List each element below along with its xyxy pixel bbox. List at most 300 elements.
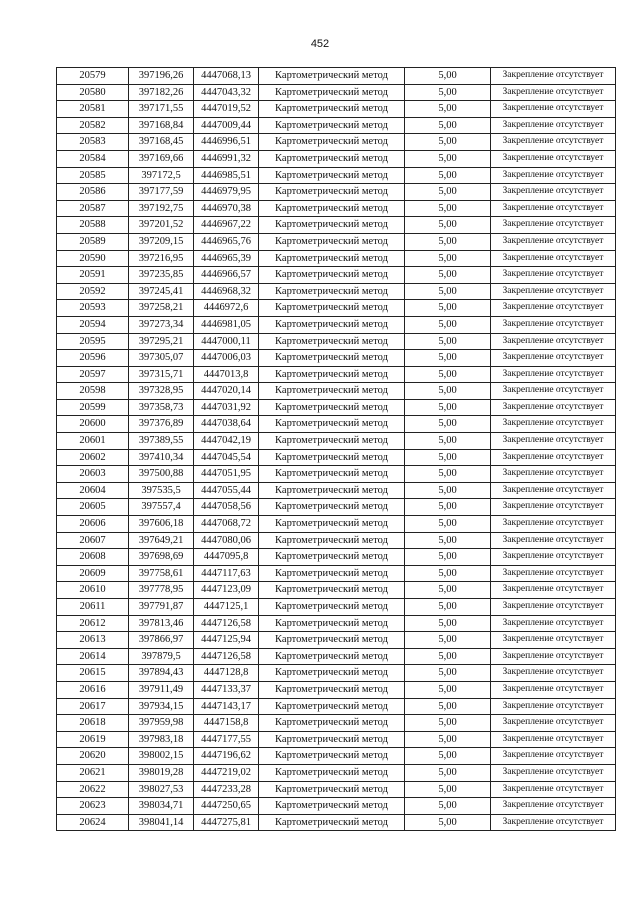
point-number-cell: 20590	[57, 250, 129, 267]
table-row	[57, 217, 616, 234]
fixation-cell: Закрепление отсутствует	[491, 200, 616, 217]
x-coordinate-cell: 397934,15	[129, 698, 194, 715]
y-coordinate-cell: 4447043,32	[194, 84, 259, 101]
point-number-cell: 20596	[57, 350, 129, 367]
table-row	[57, 698, 616, 715]
y-coordinate-cell: 4446981,05	[194, 316, 259, 333]
y-coordinate-cell: 4446965,39	[194, 250, 259, 267]
point-number-cell: 20597	[57, 366, 129, 383]
x-coordinate-cell: 397172,5	[129, 167, 194, 184]
table-row	[57, 599, 616, 616]
method-cell: Картометрический метод	[259, 416, 405, 433]
x-coordinate-cell: 397758,61	[129, 565, 194, 582]
y-coordinate-cell: 4447080,06	[194, 532, 259, 549]
method-cell: Картометрический метод	[259, 615, 405, 632]
point-number-cell: 20619	[57, 731, 129, 748]
method-cell: Картометрический метод	[259, 565, 405, 582]
table-row	[57, 366, 616, 383]
fixation-cell: Закрепление отсутствует	[491, 333, 616, 350]
point-number-cell: 20604	[57, 482, 129, 499]
y-coordinate-cell: 4447177,55	[194, 731, 259, 748]
y-coordinate-cell: 4446991,32	[194, 150, 259, 167]
table-row	[57, 68, 616, 85]
accuracy-cell: 5,00	[405, 84, 491, 101]
accuracy-cell: 5,00	[405, 681, 491, 698]
fixation-cell: Закрепление отсутствует	[491, 134, 616, 151]
fixation-cell: Закрепление отсутствует	[491, 101, 616, 118]
x-coordinate-cell: 397778,95	[129, 582, 194, 599]
accuracy-cell: 5,00	[405, 68, 491, 85]
accuracy-cell: 5,00	[405, 267, 491, 284]
method-cell: Картометрический метод	[259, 665, 405, 682]
point-number-cell: 20608	[57, 549, 129, 566]
fixation-cell: Закрепление отсутствует	[491, 532, 616, 549]
table-row	[57, 681, 616, 698]
y-coordinate-cell: 4447095,8	[194, 549, 259, 566]
fixation-cell: Закрепление отсутствует	[491, 648, 616, 665]
table-row	[57, 250, 616, 267]
point-number-cell: 20586	[57, 184, 129, 201]
method-cell: Картометрический метод	[259, 748, 405, 765]
fixation-cell: Закрепление отсутствует	[491, 184, 616, 201]
x-coordinate-cell: 397315,71	[129, 366, 194, 383]
x-coordinate-cell: 398019,28	[129, 764, 194, 781]
accuracy-cell: 5,00	[405, 283, 491, 300]
accuracy-cell: 5,00	[405, 316, 491, 333]
fixation-cell: Закрепление отсутствует	[491, 632, 616, 649]
method-cell: Картометрический метод	[259, 433, 405, 450]
fixation-cell: Закрепление отсутствует	[491, 217, 616, 234]
y-coordinate-cell: 4447158,8	[194, 715, 259, 732]
point-number-cell: 20606	[57, 516, 129, 533]
fixation-cell: Закрепление отсутствует	[491, 68, 616, 85]
accuracy-cell: 5,00	[405, 532, 491, 549]
fixation-cell: Закрепление отсутствует	[491, 516, 616, 533]
x-coordinate-cell: 397791,87	[129, 599, 194, 616]
y-coordinate-cell: 4447068,13	[194, 68, 259, 85]
point-number-cell: 20584	[57, 150, 129, 167]
point-number-cell: 20603	[57, 466, 129, 483]
point-number-cell: 20605	[57, 499, 129, 516]
method-cell: Картометрический метод	[259, 134, 405, 151]
table-row	[57, 731, 616, 748]
method-cell: Картометрический метод	[259, 516, 405, 533]
point-number-cell: 20618	[57, 715, 129, 732]
fixation-cell: Закрепление отсутствует	[491, 482, 616, 499]
table-row	[57, 316, 616, 333]
fixation-cell: Закрепление отсутствует	[491, 814, 616, 831]
table-row	[57, 84, 616, 101]
x-coordinate-cell: 397813,46	[129, 615, 194, 632]
fixation-cell: Закрепление отсутствует	[491, 681, 616, 698]
x-coordinate-cell: 397959,98	[129, 715, 194, 732]
x-coordinate-cell: 397258,21	[129, 300, 194, 317]
x-coordinate-cell: 397376,89	[129, 416, 194, 433]
table-row	[57, 648, 616, 665]
method-cell: Картометрический метод	[259, 383, 405, 400]
table-row	[57, 781, 616, 798]
y-coordinate-cell: 4447055,44	[194, 482, 259, 499]
table-row	[57, 399, 616, 416]
table-row	[57, 565, 616, 582]
y-coordinate-cell: 4447128,8	[194, 665, 259, 682]
y-coordinate-cell: 4447006,03	[194, 350, 259, 367]
table-row	[57, 167, 616, 184]
x-coordinate-cell: 397168,45	[129, 134, 194, 151]
table-row	[57, 101, 616, 118]
table-row	[57, 283, 616, 300]
x-coordinate-cell: 398041,14	[129, 814, 194, 831]
fixation-cell: Закрепление отсутствует	[491, 250, 616, 267]
method-cell: Картометрический метод	[259, 150, 405, 167]
method-cell: Картометрический метод	[259, 350, 405, 367]
table-row	[57, 350, 616, 367]
x-coordinate-cell: 397245,41	[129, 283, 194, 300]
method-cell: Картометрический метод	[259, 200, 405, 217]
point-number-cell: 20592	[57, 283, 129, 300]
accuracy-cell: 5,00	[405, 333, 491, 350]
fixation-cell: Закрепление отсутствует	[491, 383, 616, 400]
table-row	[57, 516, 616, 533]
point-number-cell: 20582	[57, 117, 129, 134]
y-coordinate-cell: 4447275,81	[194, 814, 259, 831]
point-number-cell: 20602	[57, 449, 129, 466]
point-number-cell: 20612	[57, 615, 129, 632]
table-row	[57, 798, 616, 815]
point-number-cell: 20579	[57, 68, 129, 85]
accuracy-cell: 5,00	[405, 648, 491, 665]
point-number-cell: 20585	[57, 167, 129, 184]
accuracy-cell: 5,00	[405, 764, 491, 781]
x-coordinate-cell: 398034,71	[129, 798, 194, 815]
table-row	[57, 466, 616, 483]
table-row	[57, 134, 616, 151]
fixation-cell: Закрепление отсутствует	[491, 466, 616, 483]
x-coordinate-cell: 397169,66	[129, 150, 194, 167]
x-coordinate-cell: 397410,34	[129, 449, 194, 466]
method-cell: Картометрический метод	[259, 499, 405, 516]
page-number: 452	[310, 38, 330, 50]
point-number-cell: 20591	[57, 267, 129, 284]
accuracy-cell: 5,00	[405, 814, 491, 831]
point-number-cell: 20587	[57, 200, 129, 217]
accuracy-cell: 5,00	[405, 134, 491, 151]
x-coordinate-cell: 397894,43	[129, 665, 194, 682]
y-coordinate-cell: 4447038,64	[194, 416, 259, 433]
method-cell: Картометрический метод	[259, 715, 405, 732]
x-coordinate-cell: 398002,15	[129, 748, 194, 765]
method-cell: Картометрический метод	[259, 333, 405, 350]
fixation-cell: Закрепление отсутствует	[491, 283, 616, 300]
x-coordinate-cell: 397196,26	[129, 68, 194, 85]
y-coordinate-cell: 4447250,65	[194, 798, 259, 815]
fixation-cell: Закрепление отсутствует	[491, 665, 616, 682]
method-cell: Картометрический метод	[259, 632, 405, 649]
x-coordinate-cell: 397535,5	[129, 482, 194, 499]
point-number-cell: 20601	[57, 433, 129, 450]
fixation-cell: Закрепление отсутствует	[491, 150, 616, 167]
accuracy-cell: 5,00	[405, 549, 491, 566]
accuracy-cell: 5,00	[405, 250, 491, 267]
accuracy-cell: 5,00	[405, 731, 491, 748]
table-row	[57, 764, 616, 781]
point-number-cell: 20609	[57, 565, 129, 582]
accuracy-cell: 5,00	[405, 582, 491, 599]
x-coordinate-cell: 397168,84	[129, 117, 194, 134]
coordinates-table-body	[57, 68, 616, 831]
y-coordinate-cell: 4447126,58	[194, 615, 259, 632]
method-cell: Картометрический метод	[259, 267, 405, 284]
point-number-cell: 20614	[57, 648, 129, 665]
table-row	[57, 715, 616, 732]
y-coordinate-cell: 4446965,76	[194, 233, 259, 250]
table-row	[57, 233, 616, 250]
y-coordinate-cell: 4447031,92	[194, 399, 259, 416]
fixation-cell: Закрепление отсутствует	[491, 599, 616, 616]
x-coordinate-cell: 397305,07	[129, 350, 194, 367]
fixation-cell: Закрепление отсутствует	[491, 499, 616, 516]
accuracy-cell: 5,00	[405, 748, 491, 765]
y-coordinate-cell: 4447143,17	[194, 698, 259, 715]
point-number-cell: 20611	[57, 599, 129, 616]
y-coordinate-cell: 4447013,8	[194, 366, 259, 383]
accuracy-cell: 5,00	[405, 350, 491, 367]
y-coordinate-cell: 4447009,44	[194, 117, 259, 134]
accuracy-cell: 5,00	[405, 200, 491, 217]
y-coordinate-cell: 4447233,28	[194, 781, 259, 798]
accuracy-cell: 5,00	[405, 150, 491, 167]
fixation-cell: Закрепление отсутствует	[491, 715, 616, 732]
method-cell: Картометрический метод	[259, 250, 405, 267]
table-row	[57, 333, 616, 350]
method-cell: Картометрический метод	[259, 68, 405, 85]
method-cell: Картометрический метод	[259, 731, 405, 748]
x-coordinate-cell: 397182,26	[129, 84, 194, 101]
accuracy-cell: 5,00	[405, 715, 491, 732]
x-coordinate-cell: 397216,95	[129, 250, 194, 267]
x-coordinate-cell: 398027,53	[129, 781, 194, 798]
x-coordinate-cell: 397171,55	[129, 101, 194, 118]
method-cell: Картометрический метод	[259, 233, 405, 250]
method-cell: Картометрический метод	[259, 283, 405, 300]
fixation-cell: Закрепление отсутствует	[491, 316, 616, 333]
fixation-cell: Закрепление отсутствует	[491, 300, 616, 317]
point-number-cell: 20621	[57, 764, 129, 781]
y-coordinate-cell: 4447042,19	[194, 433, 259, 450]
y-coordinate-cell: 4447126,58	[194, 648, 259, 665]
method-cell: Картометрический метод	[259, 316, 405, 333]
accuracy-cell: 5,00	[405, 433, 491, 450]
y-coordinate-cell: 4446968,32	[194, 283, 259, 300]
point-number-cell: 20599	[57, 399, 129, 416]
fixation-cell: Закрепление отсутствует	[491, 416, 616, 433]
method-cell: Картометрический метод	[259, 101, 405, 118]
fixation-cell: Закрепление отсутствует	[491, 350, 616, 367]
x-coordinate-cell: 397866,97	[129, 632, 194, 649]
accuracy-cell: 5,00	[405, 383, 491, 400]
y-coordinate-cell: 4447125,94	[194, 632, 259, 649]
method-cell: Картометрический метод	[259, 764, 405, 781]
table-row	[57, 615, 616, 632]
method-cell: Картометрический метод	[259, 117, 405, 134]
accuracy-cell: 5,00	[405, 781, 491, 798]
fixation-cell: Закрепление отсутствует	[491, 748, 616, 765]
table-row	[57, 300, 616, 317]
y-coordinate-cell: 4447000,11	[194, 333, 259, 350]
accuracy-cell: 5,00	[405, 665, 491, 682]
point-number-cell: 20620	[57, 748, 129, 765]
method-cell: Картометрический метод	[259, 549, 405, 566]
table-row	[57, 748, 616, 765]
y-coordinate-cell: 4446970,38	[194, 200, 259, 217]
method-cell: Картометрический метод	[259, 532, 405, 549]
method-cell: Картометрический метод	[259, 582, 405, 599]
y-coordinate-cell: 4447219,02	[194, 764, 259, 781]
table-row	[57, 549, 616, 566]
method-cell: Картометрический метод	[259, 466, 405, 483]
point-number-cell: 20581	[57, 101, 129, 118]
method-cell: Картометрический метод	[259, 300, 405, 317]
fixation-cell: Закрепление отсутствует	[491, 267, 616, 284]
y-coordinate-cell: 4447123,09	[194, 582, 259, 599]
x-coordinate-cell: 397557,4	[129, 499, 194, 516]
x-coordinate-cell: 397177,59	[129, 184, 194, 201]
table-row	[57, 416, 616, 433]
accuracy-cell: 5,00	[405, 449, 491, 466]
fixation-cell: Закрепление отсутствует	[491, 366, 616, 383]
accuracy-cell: 5,00	[405, 101, 491, 118]
x-coordinate-cell: 397649,21	[129, 532, 194, 549]
point-number-cell: 20623	[57, 798, 129, 815]
point-number-cell: 20589	[57, 233, 129, 250]
point-number-cell: 20607	[57, 532, 129, 549]
y-coordinate-cell: 4446967,22	[194, 217, 259, 234]
accuracy-cell: 5,00	[405, 632, 491, 649]
method-cell: Картометрический метод	[259, 798, 405, 815]
y-coordinate-cell: 4447020,14	[194, 383, 259, 400]
point-number-cell: 20600	[57, 416, 129, 433]
x-coordinate-cell: 397911,49	[129, 681, 194, 698]
x-coordinate-cell: 397295,21	[129, 333, 194, 350]
x-coordinate-cell: 397235,85	[129, 267, 194, 284]
fixation-cell: Закрепление отсутствует	[491, 798, 616, 815]
accuracy-cell: 5,00	[405, 399, 491, 416]
accuracy-cell: 5,00	[405, 516, 491, 533]
table-row	[57, 814, 616, 831]
y-coordinate-cell: 4446985,51	[194, 167, 259, 184]
y-coordinate-cell: 4446996,51	[194, 134, 259, 151]
fixation-cell: Закрепление отсутствует	[491, 615, 616, 632]
accuracy-cell: 5,00	[405, 466, 491, 483]
x-coordinate-cell: 397358,73	[129, 399, 194, 416]
accuracy-cell: 5,00	[405, 233, 491, 250]
fixation-cell: Закрепление отсутствует	[491, 781, 616, 798]
accuracy-cell: 5,00	[405, 565, 491, 582]
accuracy-cell: 5,00	[405, 416, 491, 433]
point-number-cell: 20595	[57, 333, 129, 350]
x-coordinate-cell: 397273,34	[129, 316, 194, 333]
method-cell: Картометрический метод	[259, 781, 405, 798]
y-coordinate-cell: 4447051,95	[194, 466, 259, 483]
fixation-cell: Закрепление отсутствует	[491, 399, 616, 416]
table-row	[57, 184, 616, 201]
accuracy-cell: 5,00	[405, 615, 491, 632]
point-number-cell: 20610	[57, 582, 129, 599]
method-cell: Картометрический метод	[259, 366, 405, 383]
x-coordinate-cell: 397209,15	[129, 233, 194, 250]
x-coordinate-cell: 397500,88	[129, 466, 194, 483]
fixation-cell: Закрепление отсутствует	[491, 764, 616, 781]
method-cell: Картометрический метод	[259, 648, 405, 665]
y-coordinate-cell: 4447045,54	[194, 449, 259, 466]
accuracy-cell: 5,00	[405, 499, 491, 516]
y-coordinate-cell: 4447196,62	[194, 748, 259, 765]
table-row	[57, 665, 616, 682]
table-row	[57, 383, 616, 400]
method-cell: Картометрический метод	[259, 698, 405, 715]
fixation-cell: Закрепление отсутствует	[491, 449, 616, 466]
table-row	[57, 267, 616, 284]
point-number-cell: 20617	[57, 698, 129, 715]
fixation-cell: Закрепление отсутствует	[491, 167, 616, 184]
method-cell: Картометрический метод	[259, 184, 405, 201]
x-coordinate-cell: 397328,95	[129, 383, 194, 400]
point-number-cell: 20615	[57, 665, 129, 682]
point-number-cell: 20593	[57, 300, 129, 317]
fixation-cell: Закрепление отсутствует	[491, 233, 616, 250]
method-cell: Картометрический метод	[259, 84, 405, 101]
x-coordinate-cell: 397983,18	[129, 731, 194, 748]
x-coordinate-cell: 397389,55	[129, 433, 194, 450]
method-cell: Картометрический метод	[259, 482, 405, 499]
point-number-cell: 20624	[57, 814, 129, 831]
method-cell: Картометрический метод	[259, 399, 405, 416]
method-cell: Картометрический метод	[259, 449, 405, 466]
fixation-cell: Закрепление отсутствует	[491, 117, 616, 134]
table-row	[57, 200, 616, 217]
point-number-cell: 20613	[57, 632, 129, 649]
table-row	[57, 632, 616, 649]
x-coordinate-cell: 397606,18	[129, 516, 194, 533]
fixation-cell: Закрепление отсутствует	[491, 84, 616, 101]
y-coordinate-cell: 4447117,63	[194, 565, 259, 582]
accuracy-cell: 5,00	[405, 167, 491, 184]
x-coordinate-cell: 397879,5	[129, 648, 194, 665]
point-number-cell: 20598	[57, 383, 129, 400]
table-row	[57, 532, 616, 549]
fixation-cell: Закрепление отсутствует	[491, 731, 616, 748]
accuracy-cell: 5,00	[405, 482, 491, 499]
y-coordinate-cell: 4447058,56	[194, 499, 259, 516]
accuracy-cell: 5,00	[405, 300, 491, 317]
fixation-cell: Закрепление отсутствует	[491, 565, 616, 582]
y-coordinate-cell: 4447133,37	[194, 681, 259, 698]
fixation-cell: Закрепление отсутствует	[491, 433, 616, 450]
y-coordinate-cell: 4446979,95	[194, 184, 259, 201]
y-coordinate-cell: 4446972,6	[194, 300, 259, 317]
method-cell: Картометрический метод	[259, 167, 405, 184]
x-coordinate-cell: 397192,75	[129, 200, 194, 217]
fixation-cell: Закрепление отсутствует	[491, 582, 616, 599]
table-row	[57, 117, 616, 134]
table-row	[57, 582, 616, 599]
y-coordinate-cell: 4447125,1	[194, 599, 259, 616]
point-number-cell: 20583	[57, 134, 129, 151]
method-cell: Картометрический метод	[259, 681, 405, 698]
accuracy-cell: 5,00	[405, 698, 491, 715]
point-number-cell: 20616	[57, 681, 129, 698]
coordinates-table	[56, 67, 616, 831]
